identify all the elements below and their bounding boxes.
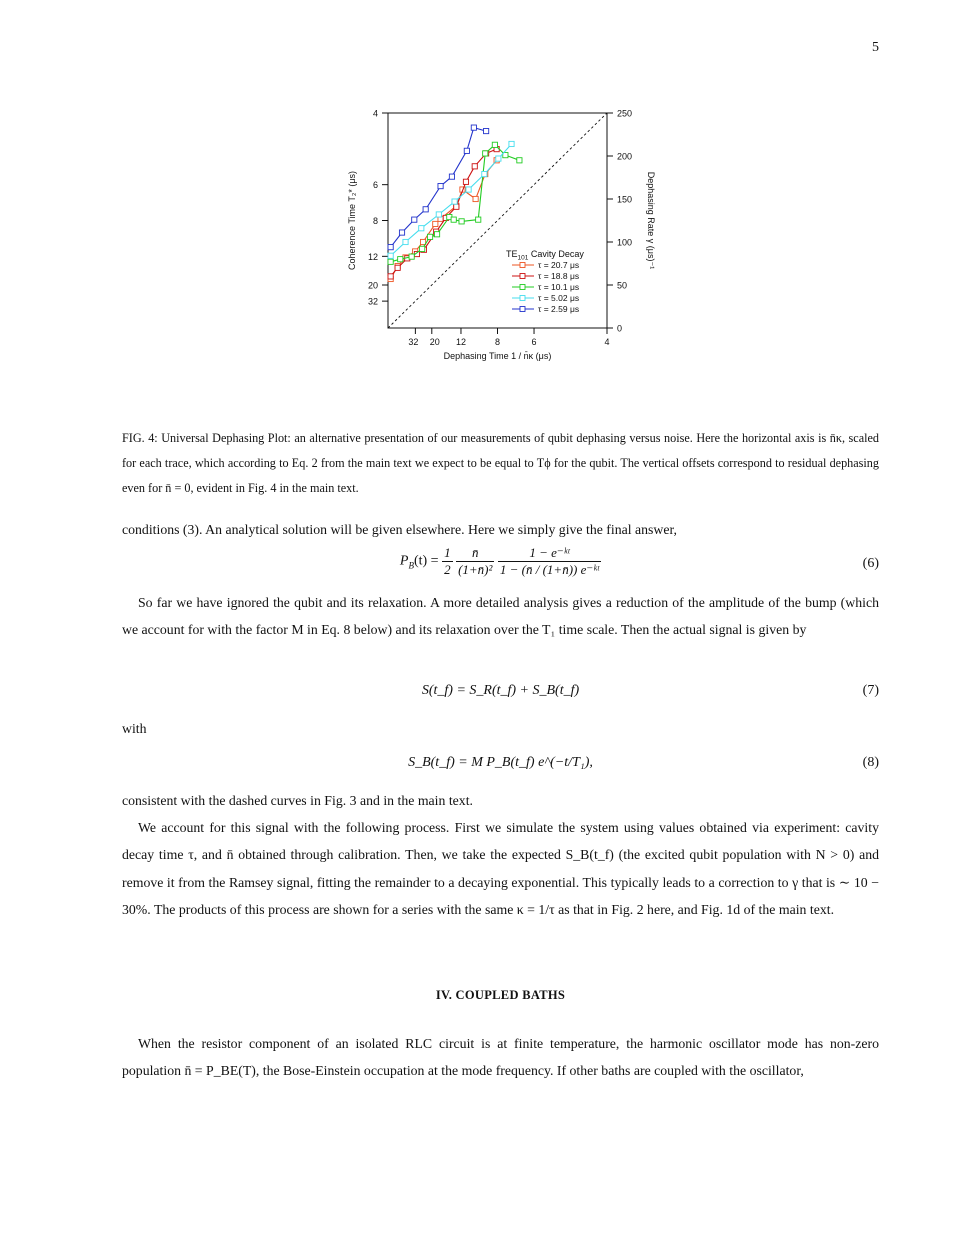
legend-title: $TE_{101}$ Cavity Decay (506, 249, 584, 262)
legend-label: τ = 10.1 μs (538, 282, 580, 292)
x-axis-tick-label: 32 (408, 337, 419, 347)
series-marker (464, 148, 469, 153)
series-marker (395, 265, 400, 270)
series-marker (419, 226, 424, 231)
eq6-f2-num: n̄ (456, 545, 494, 562)
left-axis-tick-label: 32 (367, 296, 378, 307)
right-axis-tick-label: 200 (617, 151, 633, 162)
series-marker (466, 187, 471, 192)
x-axis-tick-label: 12 (455, 337, 466, 347)
x-axis-tick-label: 4 (604, 337, 610, 347)
equation-7 (122, 683, 879, 703)
series-marker (438, 184, 443, 189)
legend-label: τ = 2.59 μs (538, 304, 580, 314)
series-marker (388, 245, 393, 250)
series-marker (399, 230, 404, 235)
series-marker (451, 217, 456, 222)
series-marker (434, 232, 439, 237)
paragraph-process: We account for this signal with the following process. First we simulate the system using values obtained via experiment: cavity decay time τ, and n̄ obtained through calibration. Then, we take the expected S_B(t_f) (the excited qubit population with N > 0) and remove it from the Ramsey signal, fitting the remainder to a decaying exponential. This typically leads to a correction to γ that is ∼ 10 − 30%. The products of this process are shown for a series with the same κ = 1/τ as that in Fig. 2 here, and Fig. 1d of the main text. (122, 820, 879, 917)
legend-label: τ = 5.02 μs (538, 293, 580, 303)
series-marker (472, 164, 477, 169)
x-axis-tick-label: 6 (531, 337, 537, 347)
series-marker (436, 212, 441, 217)
left-axis-tick-label: 6 (372, 180, 378, 191)
eq6-lhs-sub: B (408, 560, 414, 571)
legend-label: τ = 20.7 μs (538, 260, 580, 270)
paragraph-coupled-baths: When the resistor component of an isolated RLC circuit is at finite temperature, the harmonic oscillator mode has non-zero population n̄ = P_BE(T), the Bose-Einstein occupation at the mode frequency. If other baths are coupled with the oscillator, (122, 1036, 879, 1079)
x-axis-tick-label: 20 (429, 337, 440, 347)
series-marker (492, 142, 497, 147)
series-marker (454, 204, 459, 209)
eq6-f2-den: (1+n̄)² (458, 562, 493, 577)
equation-6 (122, 545, 879, 585)
series-marker (403, 239, 408, 244)
legend-label: τ = 18.8 μs (538, 271, 580, 281)
right-axis-tick-label: 0 (617, 323, 623, 334)
left-axis-tick-label: 4 (372, 108, 378, 119)
series-marker (409, 254, 414, 259)
series-marker (427, 234, 432, 239)
series-marker (476, 217, 481, 222)
series-marker (471, 125, 476, 130)
series-marker (423, 207, 428, 212)
series-marker (473, 196, 478, 201)
eq6-lhs: P (399, 553, 409, 569)
eq7-number: (7) (862, 683, 879, 698)
legend-marker (520, 263, 525, 268)
page-number: 5 (872, 40, 879, 55)
series-marker (388, 253, 393, 258)
series-marker (412, 217, 417, 222)
eq6-f1-num: 1 (444, 545, 451, 560)
right-axis-tick-label: 150 (617, 194, 633, 205)
eq6-f1-den: 2 (444, 562, 451, 577)
legend-marker (520, 296, 525, 301)
right-axis-tick-label: 250 (617, 108, 633, 119)
eq6-number: (6) (862, 556, 879, 571)
section-heading: IV. COUPLED BATHS (435, 988, 566, 1002)
eq7-body: S(t_f) = S_R(t_f) + S_B(t_f) (421, 683, 580, 698)
eq6-frac-exp (498, 545, 601, 578)
figure-caption: FIG. 4: Universal Dephasing Plot: an alternative presentation of our measurements of qubit dephasing versus noise. Here the horizontal axis is n̄κ, scaled for each trace, which according to Eq. 2 from the main text we expect to be equal to Tϕ for the qubit. The vertical offsets correspond to residual dephasing even for n̄ = 0, evident in Fig. 4 in the main text. (122, 431, 879, 495)
left-axis-tick-label: 12 (367, 251, 378, 262)
series-line (391, 144, 512, 256)
series-marker (463, 179, 468, 184)
right-axis-tick-label: 50 (617, 280, 628, 291)
series-marker (484, 128, 489, 133)
eq8-body: S_B(t_f) = M P_B(t_f) e^(−t/T₁), (408, 755, 593, 770)
equation-8 (122, 755, 879, 775)
series-marker (398, 257, 403, 262)
series-marker (388, 274, 393, 279)
eq6-lhs-arg: (t) = (413, 553, 439, 569)
series-marker (452, 199, 457, 204)
right-axis-label: Dephasing Rate γ (μs)⁻¹ (646, 171, 656, 270)
legend-marker (520, 307, 525, 312)
series-marker (433, 221, 438, 226)
paragraph-with: with (122, 721, 147, 736)
series-marker (420, 246, 425, 251)
eq6-f3-den: 1 − (n̄ / (1+n̄)) e⁻ᵏᵗ (499, 562, 600, 577)
left-axis-tick-label: 20 (367, 280, 378, 291)
series-marker (482, 171, 487, 176)
legend-marker (520, 274, 525, 279)
dephasing-chart (330, 95, 670, 385)
paragraph-conditions: conditions (3). An analytical solution will be given elsewhere. Here we simply give the final answer, (122, 522, 678, 537)
legend-marker (520, 285, 525, 290)
eq8-number: (8) (862, 755, 879, 770)
dephasing-figure (330, 95, 670, 385)
series-marker (459, 219, 464, 224)
series-marker (509, 141, 514, 146)
eq6-frac-half (442, 545, 453, 578)
eq6-frac-nbar (456, 545, 494, 578)
right-axis-tick-label: 100 (617, 237, 633, 248)
x-axis-label: Dephasing Time 1 / n̄κ (μs) (443, 351, 552, 361)
series-marker (388, 259, 393, 264)
left-axis-label: Coherence Time T₂* (μs) (347, 170, 357, 271)
series-marker (483, 151, 488, 156)
paragraph-consistent: consistent with the dashed curves in Fig. 3 and in the main text. (122, 793, 473, 808)
eq6-f3-num: 1 − e⁻ᵏᵗ (498, 545, 601, 562)
paragraph-qubit-relaxation: So far we have ignored the qubit and its relaxation. A more detailed analysis gives a reduction of the amplitude of the bump (which we account for with the factor M in Eq. 8 below) and its relaxation over the T₁ time scale. Then the actual signal is given by (122, 595, 879, 638)
x-axis-tick-label: 8 (494, 337, 501, 347)
series-marker (517, 158, 522, 163)
series-marker (496, 156, 501, 161)
left-axis-tick-label: 8 (372, 216, 378, 226)
series-marker (449, 174, 454, 179)
